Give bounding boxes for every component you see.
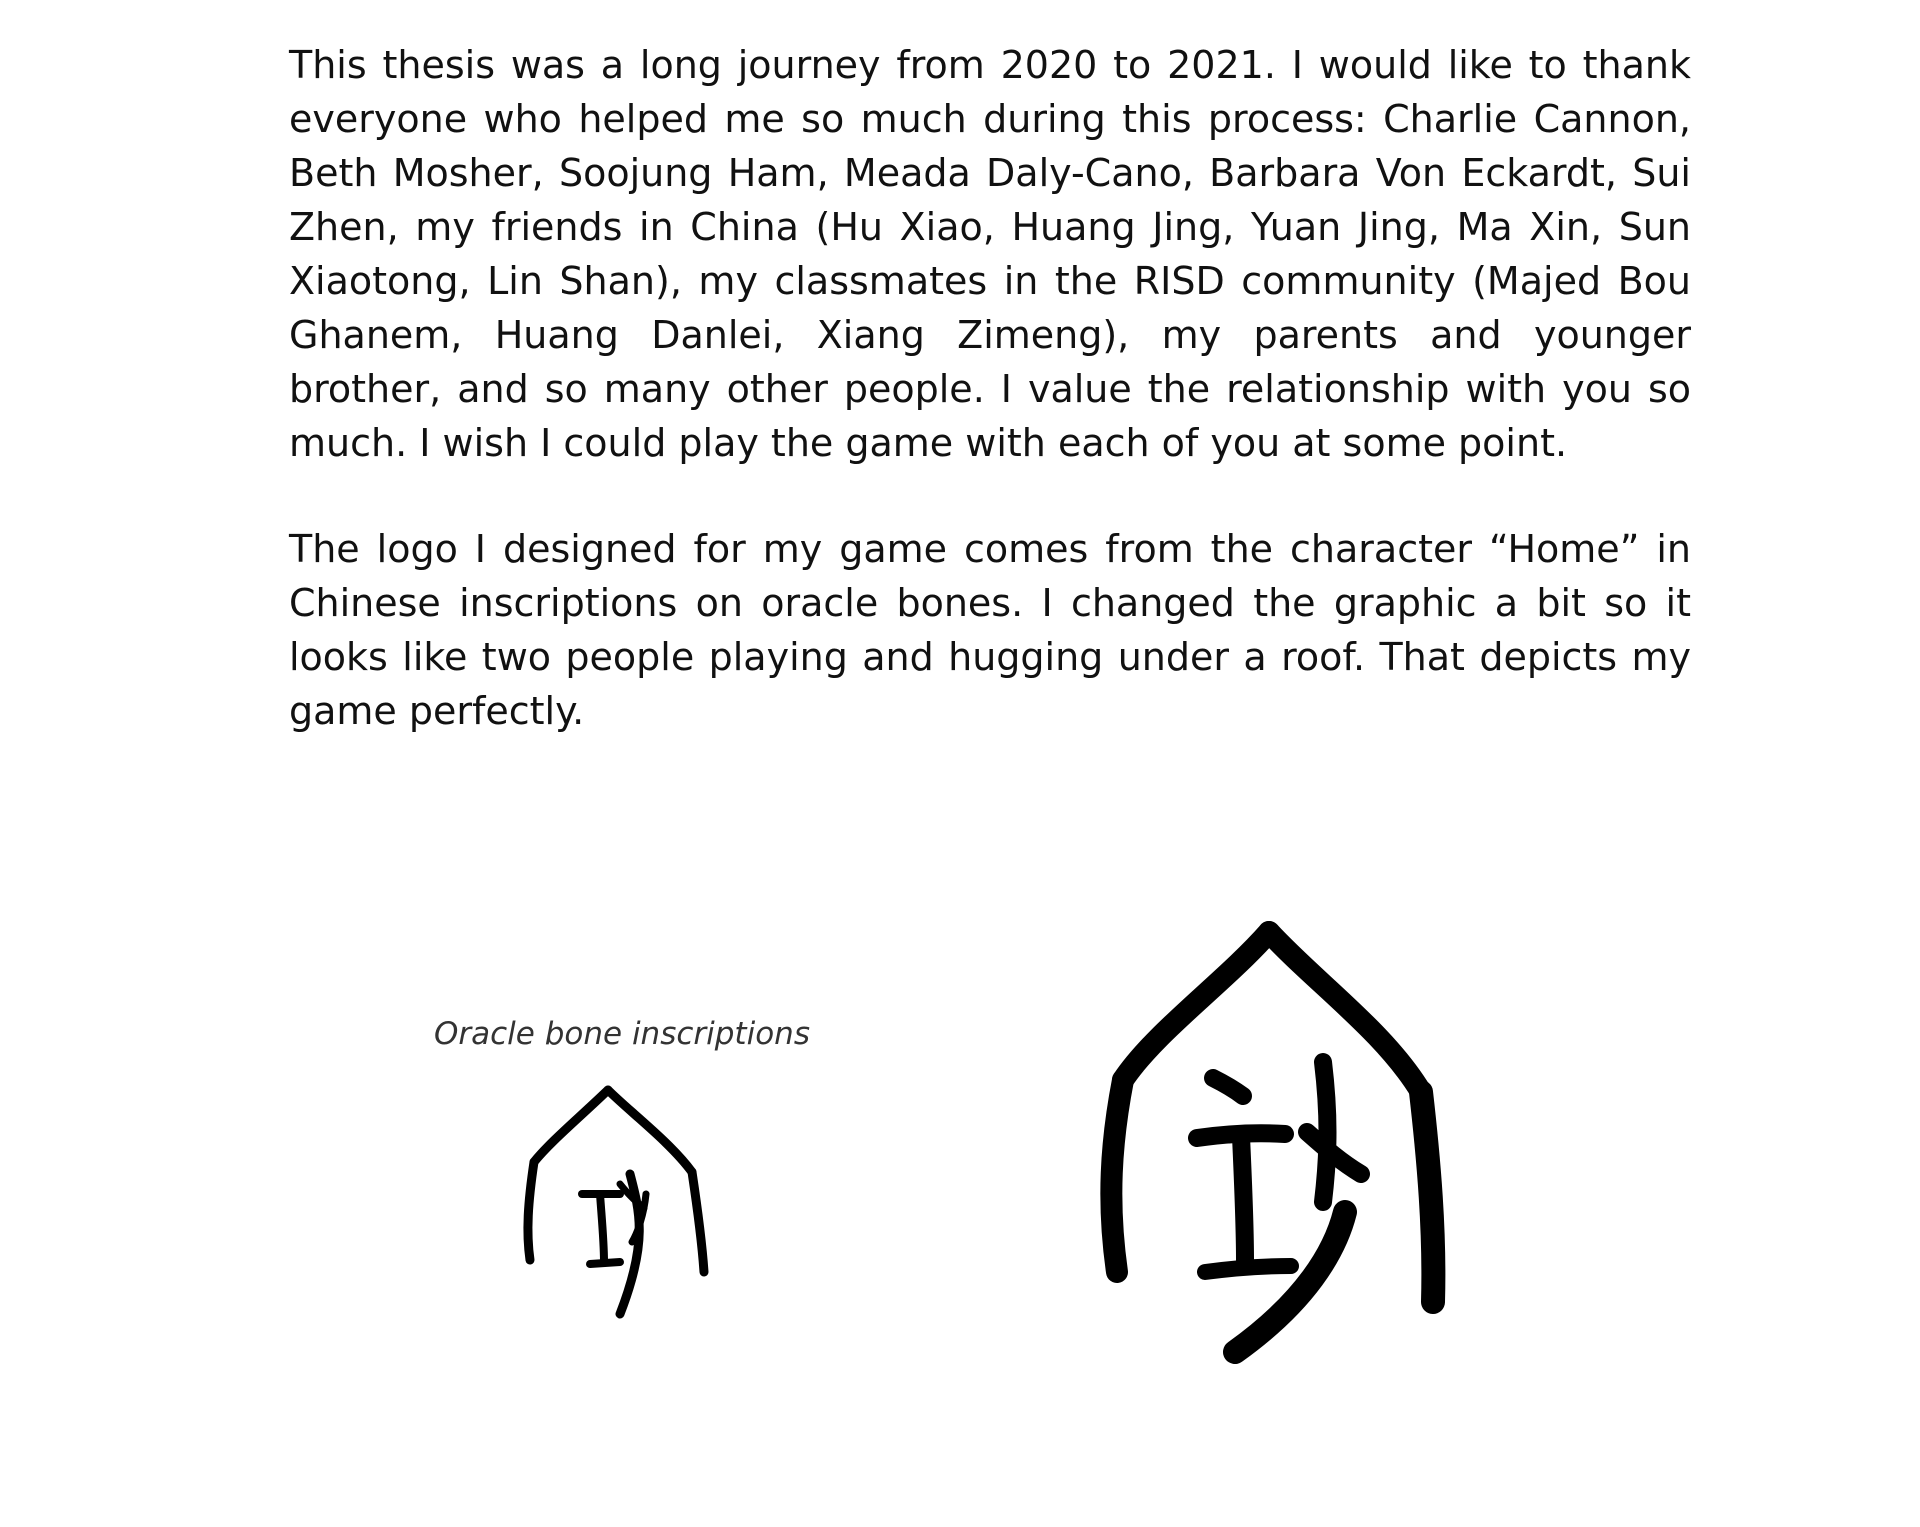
oracle-caption: Oracle bone inscriptions xyxy=(434,1016,810,1052)
oracle-home-character-icon xyxy=(520,1082,720,1342)
acknowledgement-paragraph: This thesis was a long journey from 2020 to 2021. I would like to thank everyone who helped me so much during this process: Charlie Cannon, Beth Mosher, Soojung Ham, Meada Daly-Cano, Barbara Von Eckardt, Sui Zhen, my friends in China (Hu Xiao, Huang Jing, Yuan Jing, Ma Xin, Sun Xiaotong, Lin Shan), my classmates in the RISD community (Majed Bou Ghanem, Huang Danlei, Xiang Zimeng), my parents and younger brother, and so many other people. I value the relationship with you so much. I wish I could play the game with each of you at some point. xyxy=(289,43,1691,465)
logo-description-paragraph: The logo I designed for my game comes from the character “Home” in Chinese inscriptions on oracle bones. I changed the graphic a bit so it looks like two people playing and hugging under a roof. That depicts my game perfectly. xyxy=(289,527,1691,733)
home-logo-icon xyxy=(1085,912,1465,1382)
